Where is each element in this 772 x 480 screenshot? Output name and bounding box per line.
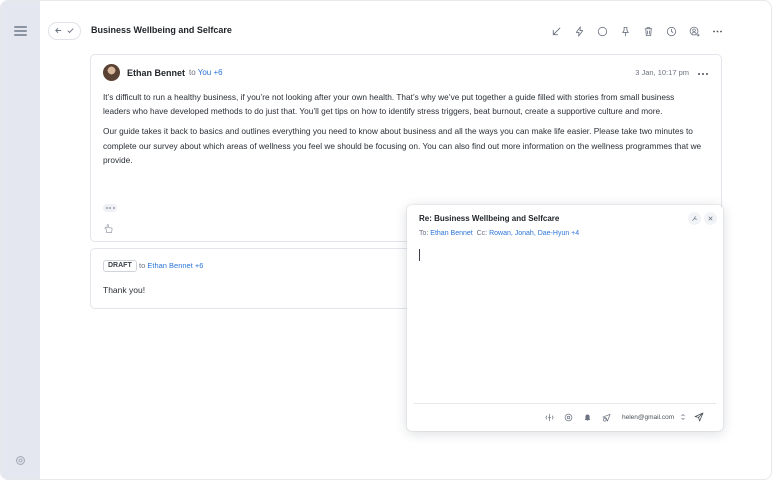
message-more-icon[interactable] — [697, 66, 709, 76]
from-account-value: helen@gmail.com — [622, 413, 675, 421]
sidebar — [1, 1, 40, 480]
draft-badge: DRAFT — [103, 260, 137, 272]
send-icon[interactable] — [692, 411, 706, 423]
minimize-icon[interactable] — [688, 212, 701, 225]
chevron-updown-icon — [680, 413, 686, 421]
message-paragraph: Our guide takes it back to basics and outlines everything you need to know about business and all the ways you can make life easier. Please take two minutes to complete our survey about which areas of wellness you feel we should be focusing on. You can also find out more information on the wellness programmes that we provide. — [103, 126, 702, 166]
compose-recipients — [419, 230, 579, 237]
trash-icon[interactable] — [637, 23, 660, 39]
bolt-icon[interactable] — [568, 23, 591, 39]
menu-icon[interactable] — [13, 24, 28, 38]
send-later-icon[interactable] — [597, 411, 616, 423]
draft-card[interactable] — [90, 248, 410, 309]
thread-title: Business Wellbeing and Selfcare — [91, 25, 232, 35]
cc-label: Cc: — [476, 230, 488, 237]
back-arrow-icon[interactable] — [54, 22, 63, 40]
to-label: To: — [419, 230, 429, 237]
message-body — [103, 90, 703, 173]
settings-icon[interactable] — [13, 453, 28, 468]
compose-subject[interactable]: Re: Business Wellbeing and Selfcare — [419, 214, 560, 223]
draft-to-prefix: to — [139, 261, 146, 270]
sender-name[interactable]: Ethan Bennet — [127, 68, 186, 78]
add-person-icon[interactable] — [683, 23, 706, 39]
more-icon[interactable] — [706, 23, 729, 39]
archive-arrow-icon[interactable] — [545, 23, 568, 39]
thread-nav — [48, 22, 81, 40]
reaction-icon[interactable] — [103, 221, 114, 232]
clock-icon[interactable] — [660, 23, 683, 39]
show-trimmed-icon[interactable] — [103, 204, 117, 212]
draft-body: Thank you! — [103, 285, 146, 295]
message-recipients — [189, 68, 223, 77]
compose-window — [407, 205, 723, 431]
close-icon[interactable] — [704, 212, 717, 225]
compose-divider — [414, 403, 716, 404]
to-value[interactable]: Ethan Bennet — [430, 230, 473, 237]
circle-icon[interactable] — [591, 23, 614, 39]
bell-icon[interactable] — [578, 411, 597, 423]
check-icon[interactable] — [66, 22, 75, 40]
compose-toolbar — [540, 411, 706, 423]
avatar[interactable] — [103, 64, 120, 81]
recipients-prefix: to — [189, 68, 196, 77]
mention-icon[interactable] — [559, 411, 578, 423]
draft-to-link[interactable]: Ethan Bennet +6 — [147, 261, 204, 270]
recipients-link[interactable]: You +6 — [197, 68, 223, 77]
from-account-select[interactable] — [622, 413, 686, 421]
compose-body-input[interactable] — [419, 249, 420, 261]
thread-header — [40, 1, 771, 59]
message-paragraph: It’s difficult to run a healthy business, if you’re not looking after your own health. That’s why we’ve put together a guide filled with stories from small business leaders who have developed methods to do just that. You’ll get tips on how to identify stress triggers, beat burnout, create a supportive culture and more. — [103, 92, 675, 117]
snippet-icon[interactable] — [540, 411, 559, 423]
message-date: 3 Jan, 10:17 pm — [635, 68, 689, 77]
pin-icon[interactable] — [614, 23, 637, 39]
cc-value[interactable]: Rowan, Jonah, Dae-Hyun +4 — [489, 230, 580, 237]
thread-toolbar — [545, 23, 729, 39]
draft-recipients — [139, 261, 203, 270]
